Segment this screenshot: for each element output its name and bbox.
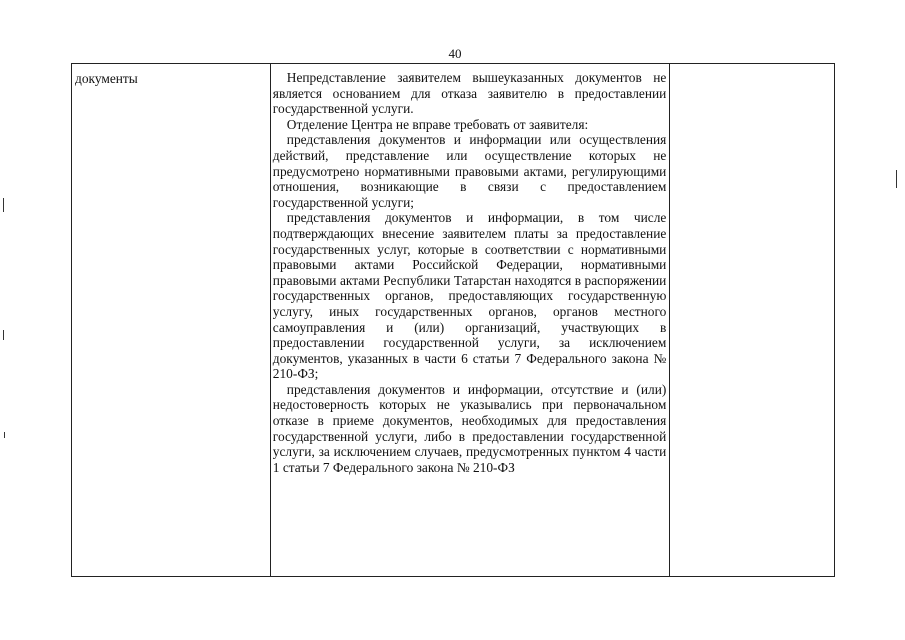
paragraph-1: Непредставление заявителем вышеуказанных документов не является основанием для отказа заявителю в предоставлении государственной услуги. <box>272 70 667 117</box>
paragraph-3: представления документов и информации или осуществления действий, представление или осуществление которых не предусмотрено нормативными правовыми актами, регулирующими отношения, возникающие в связи с предоставлением государственной услуги; <box>272 132 667 210</box>
scan-mark <box>4 432 5 438</box>
scan-mark <box>3 330 4 340</box>
scan-mark <box>896 170 897 188</box>
page-number: 40 <box>448 46 462 61</box>
paragraph-4: представления документов и информации, в том числе подтверждающих внесение заявителем платы за предоставление государственных услуг, которые в соответствии с нормативными правовыми актами Российской Федерации, нормативными правовыми актами Республики Татарстан находятся в распоряжении государственных органов, предоставляющих государственную услугу, иных государственных органов, органов местного самоуправления и (или) организаций, участвующих в предоставлении государственной услуги, за исключением документов, указанных в части 6 статьи 7 Федерального закона № 210-ФЗ; <box>272 210 667 382</box>
table-cell-left: документы <box>72 64 271 577</box>
paragraph-5: представления документов и информации, отсутствие и (или) недостоверность которых не указывались при первоначальном отказе в приеме документов, необходимых для предоставления государственной услуги, либо в предоставлении государственной услуги, за исключением случаев, предусмотренных пунктом 4 части 1 статьи 7 Федерального закона № 210-ФЗ <box>272 381 667 475</box>
document-table <box>71 63 835 577</box>
scan-mark <box>3 198 4 212</box>
table-cell-body <box>270 64 670 577</box>
paragraph-2: Отделение Центра не вправе требовать от заявителя: <box>286 116 589 132</box>
table-row <box>72 64 835 577</box>
table-cell-right <box>670 64 835 577</box>
